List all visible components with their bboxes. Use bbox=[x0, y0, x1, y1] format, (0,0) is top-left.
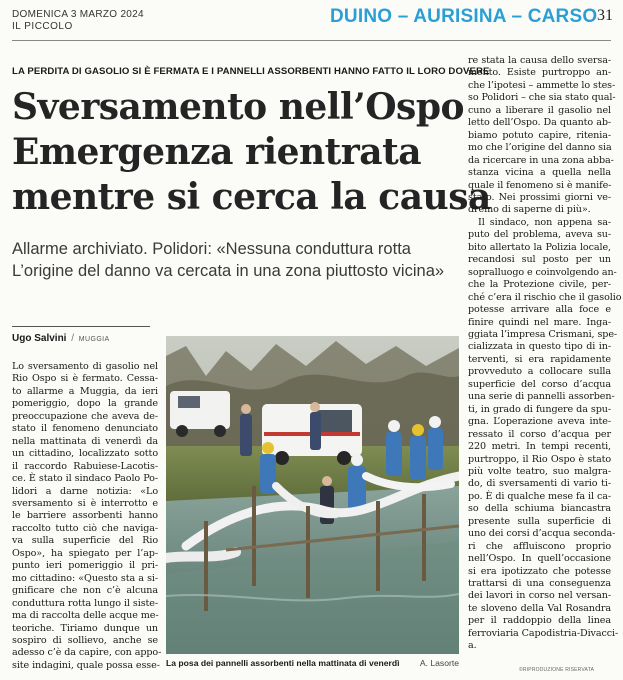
photo-caption bbox=[166, 658, 459, 668]
article-text-line: che la Protezione civile, per- bbox=[468, 279, 611, 291]
article-text-line: conduttura rotta lungo il siste- bbox=[12, 597, 158, 609]
article-text-line: ri che affluiscono proprio bbox=[468, 540, 611, 552]
article-text-line: preoccupazione che aveva de- bbox=[12, 410, 158, 422]
article-text-line: più volte teatro, suo malgra- bbox=[468, 465, 611, 477]
article-text-line: a. bbox=[468, 640, 477, 652]
article-text-line: stato. Nei prossimi giorni ve- bbox=[468, 191, 611, 203]
article-text-line: letto dell’Ospo. Da quanto ab- bbox=[468, 117, 611, 129]
article-text-line: uno dei corsi d’acqua seconda- bbox=[468, 528, 616, 540]
article-text-line: recandosi sul posto per un bbox=[468, 254, 611, 266]
section-title: DUINO – AURISINA – CARSO bbox=[330, 6, 598, 27]
article-text-line: che l’ipotesi – ammette lo stes- bbox=[468, 79, 616, 91]
article-text-line: Ospo», ha spiegato per l’ap- bbox=[12, 547, 158, 559]
byline-separator: / bbox=[71, 333, 75, 344]
article-text-line: ggiata l’impresa Crismani, spe- bbox=[468, 328, 618, 340]
article-text-line: il raccordo Rabuiese-Lacotis- bbox=[12, 460, 158, 472]
headline-line: Emergenza rientrata bbox=[12, 131, 422, 173]
article-text-line: sversamento si è interrotto e bbox=[12, 497, 158, 509]
article-text-line: ferroviaria Capodistria-Divacci- bbox=[468, 627, 619, 639]
article-text-line: puto del problema, aveva su- bbox=[468, 229, 611, 241]
article-text-line: trattarsi di una conseguenza bbox=[468, 578, 611, 590]
subhead-line: L’origine del danno va cercata in una zona piuttosto vicina» bbox=[12, 262, 445, 280]
issue-date: DOMENICA 3 MARZO 2024 bbox=[12, 9, 144, 20]
article-text-line: potesse arrivare alla foce e bbox=[468, 304, 611, 316]
article-text-line: lidori a darne notizia: «Lo bbox=[12, 485, 158, 497]
article-text-line: stanza vicina a quella nella bbox=[468, 167, 611, 179]
article-text-line: so della schiuma biancastra bbox=[468, 503, 611, 515]
article-text-line: teoriche. Tiriamo dunque un bbox=[12, 622, 158, 634]
article-text-line: te sloveno della Val Rosandra bbox=[468, 602, 611, 614]
article-text-line: ti, in grado di fungere da spu- bbox=[468, 403, 611, 415]
article-text-line: mo che l’origine del danno sia bbox=[468, 142, 612, 154]
article-column-1 bbox=[12, 361, 162, 672]
article-text-line: cuno a liberare il gasolio nel bbox=[468, 104, 611, 116]
article-text-line: re stata la causa dello sversa- bbox=[468, 55, 611, 66]
article-text-line: si era ipotizzato che potesse bbox=[468, 565, 611, 577]
article-text-line: per il raddoppio della linea bbox=[468, 615, 611, 627]
article-text-line: gna. L’operazione aveva inte- bbox=[468, 416, 611, 428]
article-text-line: provveduto a collocare sulla bbox=[468, 366, 611, 378]
article-text-line: presente sulla superficie di bbox=[468, 515, 611, 527]
article-text-line: stato il fenomeno denunciato bbox=[12, 423, 158, 435]
article-text-line: po. È di qualche mese fa il ca- bbox=[468, 490, 611, 502]
photo-illustration bbox=[166, 336, 459, 654]
article-text-line: bito allertato la Polizia locale, bbox=[468, 241, 611, 253]
article-text-line: ché c’era il rischio che il gasolio bbox=[468, 291, 622, 303]
article-text-line: da ricercare in una zona abba- bbox=[468, 154, 614, 166]
caption-text: La posa dei pannelli assorbenti nella mattinata di venerdì bbox=[166, 658, 400, 668]
article-subheadline bbox=[12, 238, 462, 282]
article-text-line: va sulla superficie del Rio bbox=[12, 535, 158, 547]
article-text-line: una serie di pannelli assorben- bbox=[468, 391, 615, 403]
article-text-line: sopralluogo e coinvolgendo an- bbox=[468, 266, 617, 278]
article-text-line: punto ieri pomeriggio il pri- bbox=[12, 560, 158, 572]
article-text-line: do, di sversamenti di vario ti- bbox=[468, 478, 611, 490]
author-name: Ugo Salvini bbox=[12, 333, 67, 344]
newspaper-name: IL PICCOLO bbox=[12, 21, 73, 32]
article-text-line: terventi, si era rapidamente bbox=[468, 353, 611, 365]
article-text-line: ressato il corso d’acqua per bbox=[468, 428, 611, 440]
article-headline bbox=[12, 85, 491, 220]
article-text-line: purtroppo, il Rio Ospo è stato bbox=[468, 453, 611, 465]
byline bbox=[12, 333, 110, 344]
article-text-line: ce. È stato il sindaco Paolo Po- bbox=[12, 473, 158, 485]
article-text-line: quale il fenomeno si è manife- bbox=[468, 179, 612, 191]
article-text-line: le barriere assorbenti hanno bbox=[12, 510, 158, 522]
article-text-line: dremo di saperne di più». bbox=[468, 204, 591, 216]
dateline-location: MUGGIA bbox=[78, 336, 110, 343]
article-text-line: sospiro di sollievo, anche se bbox=[12, 634, 158, 646]
article-text-line: finire quindi nel mare. Inga- bbox=[468, 316, 611, 328]
article-text-line: un cittadino, localizzato sotto bbox=[12, 448, 158, 460]
article-text-line: adesso c’è da capire, con appo- bbox=[12, 647, 162, 659]
header-rule bbox=[12, 40, 611, 41]
byline-rule bbox=[12, 326, 150, 327]
article-kicker: LA PERDITA DI GASOLIO SI È FERMATA E I PANNELLI ASSORBENTI HANNO FATTO IL LORO DOVERE bbox=[12, 66, 490, 77]
article-text-line: cializzata in questo tipo di in- bbox=[468, 341, 611, 353]
article-text-line: mo cittadino: «Questo sta a si- bbox=[12, 572, 158, 584]
article-text-line: so Polidori – che sia stato qual- bbox=[468, 92, 616, 104]
article-text-line: nella mattinata di venerdì da bbox=[12, 435, 158, 447]
subhead-line: Allarme archiviato. Polidori: «Nessuna conduttura rotta bbox=[12, 240, 411, 258]
article-text-line: superficie del corso d’acqua bbox=[468, 378, 611, 390]
headline-line: Sversamento nell’Ospo bbox=[12, 86, 464, 128]
headline-line: mentre si cerca la causa bbox=[12, 176, 491, 218]
article-photo bbox=[166, 336, 459, 654]
article-text-line: biamo potuto capire, ritenia- bbox=[468, 129, 611, 141]
article-text-line: ma di raccolta delle acque me- bbox=[12, 610, 159, 622]
copyright-notice: ©RIPRODUZIONE RISERVATA bbox=[519, 667, 595, 673]
article-text-line: Rio Ospo si è fermato. Cessa- bbox=[12, 373, 158, 385]
article-text-line: raccolto tutto ciò che naviga- bbox=[12, 522, 158, 534]
article-text-line: dei lavori in corso nel versan- bbox=[468, 590, 611, 602]
article-text-line: site indagini, quale possa esse- bbox=[12, 659, 160, 671]
article-text-line: 220 metri. In tempi recenti, bbox=[468, 441, 611, 453]
article-text-line: gnificare che non c’è alcuna bbox=[12, 585, 158, 597]
article-text-line: mento. Esiste purtroppo an- bbox=[468, 67, 611, 79]
page-number: 31 bbox=[597, 7, 613, 24]
photo-credit: A. Lasorte bbox=[419, 658, 459, 668]
article-text-line: pomeriggio, dopo la grande bbox=[12, 398, 158, 410]
article-text-line: Lo sversamento di gasolio nel bbox=[12, 361, 158, 372]
article-text-line: nell’Ospo. In quell’occasione bbox=[468, 553, 611, 565]
article-text-line: Il sindaco, non appena sa- bbox=[478, 216, 611, 228]
article-text-line: to allarme a Muggia, da ieri bbox=[12, 385, 158, 397]
article-column-3 bbox=[468, 55, 622, 653]
